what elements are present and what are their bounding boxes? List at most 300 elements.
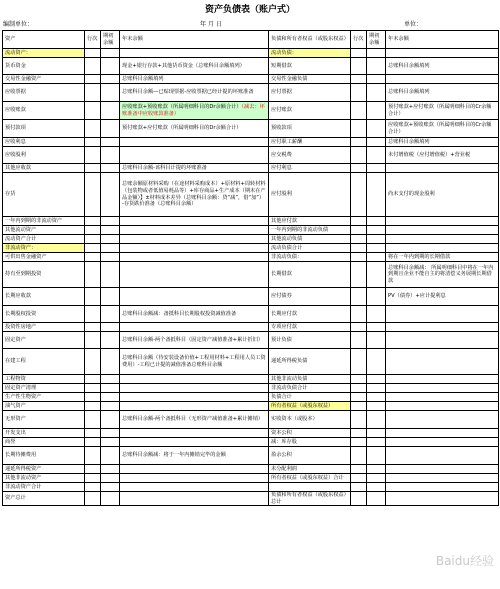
table-row <box>3 349 499 375</box>
unit-label: 编制单位： <box>3 21 34 28</box>
asset-opening-balance <box>101 226 120 235</box>
liability-item <box>269 483 351 492</box>
table-row <box>3 323 499 332</box>
table-row <box>3 288 499 306</box>
liability-note <box>386 438 499 447</box>
liability-line-no <box>351 384 367 393</box>
asset-opening-balance <box>101 253 120 262</box>
table-row <box>3 235 499 244</box>
liability-opening-balance <box>367 253 386 262</box>
liability-line-no <box>351 332 367 349</box>
column-header: 期初余额 <box>101 31 120 49</box>
liability-opening-balance <box>367 492 386 506</box>
liability-item: 流动负债合计 <box>269 244 351 253</box>
asset-note <box>120 288 269 306</box>
liability-note: 总账科目余额减： 所属明细科目中将在一年内到期且企业不能自主的将清偿义务展期长期借款 <box>386 262 499 288</box>
asset-item: 工程物资 <box>3 375 85 384</box>
table-row <box>3 402 499 411</box>
liability-note <box>386 393 499 402</box>
asset-line-no <box>85 84 101 102</box>
asset-note: 应收账款+预收账款（所属明细科目的Dr余额合计）（减去：坏账准备中应收账款准备） <box>120 102 269 120</box>
asset-item: 货币资金 <box>3 58 85 75</box>
asset-opening-balance <box>101 465 120 474</box>
asset-item: 在建工程 <box>3 349 85 375</box>
asset-item: 开发支出 <box>3 429 85 438</box>
asset-line-no <box>85 323 101 332</box>
asset-line-no <box>85 49 101 58</box>
liability-line-no <box>351 447 367 465</box>
liability-item: 交易性金融负债 <box>269 75 351 84</box>
liability-item: 一年内到期的非流动负债 <box>269 226 351 235</box>
asset-opening-balance <box>101 492 120 506</box>
asset-line-no <box>85 402 101 411</box>
watermark: Baidu经验 <box>435 554 494 568</box>
asset-line-no <box>85 58 101 75</box>
liability-item: 预计负债 <box>269 332 351 349</box>
column-header: 年末余额 <box>120 31 269 49</box>
asset-opening-balance <box>101 411 120 429</box>
liability-note: 总账科目余额填列 <box>386 138 499 147</box>
liability-line-no <box>351 438 367 447</box>
liability-note <box>386 492 499 506</box>
asset-item: 存货 <box>3 173 85 217</box>
asset-item: 可供出售金融资产 <box>3 253 85 262</box>
asset-opening-balance <box>101 447 120 465</box>
asset-line-no <box>85 164 101 173</box>
liability-line-no <box>351 244 367 253</box>
liability-line-no <box>351 58 367 75</box>
asset-line-no <box>85 438 101 447</box>
asset-note: 总账科目余额-该科目计提的坏账准备 <box>120 164 269 173</box>
asset-opening-balance <box>101 147 120 164</box>
liability-item: 预收款项 <box>269 120 351 138</box>
liability-opening-balance <box>367 349 386 375</box>
liability-item: 应交税费 <box>269 147 351 164</box>
asset-item: 递延所得税资产 <box>3 465 85 474</box>
asset-note <box>120 49 269 58</box>
liability-line-no <box>351 402 367 411</box>
asset-opening-balance <box>101 49 120 58</box>
liability-item: 非流动负债合计 <box>269 384 351 393</box>
asset-item: 应收利息 <box>3 138 85 147</box>
liability-item: 其他应付款 <box>269 217 351 226</box>
asset-opening-balance <box>101 164 120 173</box>
table-row <box>3 332 499 349</box>
liability-note <box>386 235 499 244</box>
liability-item: 负债和所有者权益（或股东权益）总计 <box>269 492 351 506</box>
liability-note <box>386 375 499 384</box>
unit-right-label: 单位： <box>404 21 423 28</box>
asset-opening-balance <box>101 244 120 253</box>
asset-note: 总账科目余额-两个备抵科目（无形资产减值准备+累计摊销） <box>120 411 269 429</box>
asset-item: 生产性生物资产 <box>3 393 85 402</box>
asset-line-no <box>85 173 101 217</box>
asset-line-no <box>85 375 101 384</box>
table-row <box>3 102 499 120</box>
table-row <box>3 49 499 58</box>
asset-note <box>120 492 269 506</box>
liability-line-no <box>351 465 367 474</box>
asset-item: 固定资产清理 <box>3 384 85 393</box>
liability-item: 盈余公积 <box>269 447 351 465</box>
liability-line-no <box>351 483 367 492</box>
asset-opening-balance <box>101 262 120 288</box>
liability-opening-balance <box>367 323 386 332</box>
liability-note: 尚未支付的现金股利 <box>386 173 499 217</box>
asset-item: 资产总计 <box>3 492 85 506</box>
asset-item: 其他流动资产 <box>3 226 85 235</box>
asset-note <box>120 217 269 226</box>
liability-line-no <box>351 492 367 506</box>
liability-line-no <box>351 120 367 138</box>
table-row <box>3 262 499 288</box>
liability-item: 长期借款 <box>269 262 351 288</box>
table-row <box>3 84 499 102</box>
liability-line-no <box>351 147 367 164</box>
liability-opening-balance <box>367 288 386 306</box>
asset-line-no <box>85 447 101 465</box>
liability-line-no <box>351 173 367 217</box>
table-row <box>3 384 499 393</box>
column-header: 期初余额 <box>367 31 386 49</box>
liability-line-no <box>351 102 367 120</box>
asset-note <box>120 375 269 384</box>
liability-opening-balance <box>367 411 386 429</box>
liability-line-no <box>351 226 367 235</box>
date-label: 年 月 日 <box>200 21 222 28</box>
asset-line-no <box>85 226 101 235</box>
table-row <box>3 492 499 506</box>
asset-note-highlight: （减去：坏账准备中应收账款准备） <box>122 103 265 117</box>
liability-note <box>386 244 499 253</box>
column-header-row <box>3 31 499 49</box>
liability-opening-balance <box>367 474 386 483</box>
asset-opening-balance <box>101 58 120 75</box>
liability-item: 所有者权益（或股东权益）合计 <box>269 474 351 483</box>
asset-line-no <box>85 306 101 323</box>
column-header: 年末余额 <box>386 31 499 49</box>
liability-note <box>386 429 499 438</box>
column-header: 资产 <box>3 31 85 49</box>
asset-item: 其他非流动资产 <box>3 474 85 483</box>
liability-line-no <box>351 323 367 332</box>
liability-note <box>386 323 499 332</box>
asset-opening-balance <box>101 483 120 492</box>
asset-line-no <box>85 492 101 506</box>
asset-note <box>120 138 269 147</box>
asset-line-no <box>85 393 101 402</box>
asset-item: 流动资产合计 <box>3 235 85 244</box>
asset-item: 流动资产： <box>3 49 85 58</box>
asset-note <box>120 384 269 393</box>
liability-note <box>386 164 499 173</box>
asset-note <box>120 429 269 438</box>
column-header: 行次 <box>85 31 101 49</box>
liability-opening-balance <box>367 58 386 75</box>
asset-note: 总账科目余额减：将于一年内摊销完毕的金额 <box>120 447 269 465</box>
asset-note: 总账科目余额（待安装设备价值+工程用材料+工程用人员工资费用）-工程已计提的减值准备总账科目余额 <box>120 349 269 375</box>
column-header: 行次 <box>351 31 367 49</box>
asset-item: 固定资产 <box>3 332 85 349</box>
table-row <box>3 244 499 253</box>
liability-note: 应收账款+预收账款（所属明细科目的Cr余额合计） <box>386 120 499 138</box>
table-row <box>3 465 499 474</box>
asset-item: 其他应收款 <box>3 164 85 173</box>
table-row <box>3 474 499 483</box>
liability-item: 应付账款 <box>269 102 351 120</box>
asset-note <box>120 262 269 288</box>
liability-opening-balance <box>367 384 386 393</box>
asset-opening-balance <box>101 384 120 393</box>
liability-opening-balance <box>367 429 386 438</box>
liability-item: 递延所得税负债 <box>269 349 351 375</box>
liability-opening-balance <box>367 226 386 235</box>
asset-note: 总账科目余额减：备抵科目长期股权投资减值准备 <box>120 306 269 323</box>
asset-item: 应收股利 <box>3 147 85 164</box>
asset-opening-balance <box>101 306 120 323</box>
liability-note: 总账科目余额填列 <box>386 84 499 102</box>
asset-item: 交易性金融资产 <box>3 75 85 84</box>
liability-item: 短期借款 <box>269 58 351 75</box>
asset-line-no <box>85 262 101 288</box>
liability-note: 预付账款+应付账款（所属明细科目的Cr余额合计） <box>386 102 499 120</box>
asset-line-no <box>85 217 101 226</box>
asset-line-no <box>85 465 101 474</box>
table-row <box>3 120 499 138</box>
asset-note <box>120 438 269 447</box>
liability-item: 资本公积 <box>269 429 351 438</box>
liability-opening-balance <box>367 393 386 402</box>
table-row <box>3 429 499 438</box>
asset-note <box>120 402 269 411</box>
liability-opening-balance <box>367 447 386 465</box>
liability-opening-balance <box>367 402 386 411</box>
liability-opening-balance <box>367 120 386 138</box>
liability-item: 减：库存股 <box>269 438 351 447</box>
asset-line-no <box>85 483 101 492</box>
asset-line-no <box>85 411 101 429</box>
liability-note <box>386 474 499 483</box>
liability-line-no <box>351 375 367 384</box>
liability-item: 应付债券 <box>269 288 351 306</box>
table-row <box>3 164 499 173</box>
asset-note: 总账科目余额—已贴现票据-应收票据已经计提的坏账准备 <box>120 84 269 102</box>
liability-opening-balance <box>367 84 386 102</box>
liability-opening-balance <box>367 235 386 244</box>
column-header: 负债和所有者权益（或股东权益） <box>269 31 351 49</box>
asset-item: 持有至到期投资 <box>3 262 85 288</box>
asset-opening-balance <box>101 84 120 102</box>
liability-line-no <box>351 349 367 375</box>
table-row <box>3 393 499 402</box>
liability-line-no <box>351 75 367 84</box>
table-row <box>3 217 499 226</box>
asset-item: 应收票据 <box>3 84 85 102</box>
table-row <box>3 75 499 84</box>
liability-note <box>386 332 499 349</box>
table-row <box>3 306 499 323</box>
liability-opening-balance <box>367 244 386 253</box>
liability-note: 总账科目余额填列 <box>386 58 499 75</box>
liability-note: 将在一年内到期的长期借款 <box>386 253 499 262</box>
asset-item: 长期股权投资 <box>3 306 85 323</box>
table-row <box>3 411 499 429</box>
liability-note <box>386 226 499 235</box>
liability-opening-balance <box>367 306 386 323</box>
asset-opening-balance <box>101 402 120 411</box>
liability-note <box>386 411 499 429</box>
liability-note <box>386 402 499 411</box>
asset-note: 总账余额原材料采购（在途材料采购成本）+原材料+周转材料（包装物或者低值易耗品等）+库存商品+生产成本（期末在产品金额）】±材料成本差异（总账科目余额：贷“减”，借“加”）-存货跌价准备（总账科目余额） <box>120 173 269 217</box>
asset-note <box>120 226 269 235</box>
asset-note <box>120 483 269 492</box>
liability-item: 专项应付款 <box>269 323 351 332</box>
asset-line-no <box>85 253 101 262</box>
liability-item: 应付利息 <box>269 164 351 173</box>
table-row <box>3 375 499 384</box>
liability-line-no <box>351 84 367 102</box>
table-row <box>3 226 499 235</box>
asset-line-no <box>85 102 101 120</box>
liability-item: 非流动负债： <box>269 253 351 262</box>
asset-line-no <box>85 120 101 138</box>
liability-opening-balance <box>367 465 386 474</box>
asset-item: 预付款项 <box>3 120 85 138</box>
liability-opening-balance <box>367 147 386 164</box>
liability-line-no <box>351 235 367 244</box>
liability-note <box>386 483 499 492</box>
liability-line-no <box>351 288 367 306</box>
asset-item: 无形资产 <box>3 411 85 429</box>
asset-line-no <box>85 332 101 349</box>
table-row <box>3 483 499 492</box>
liability-opening-balance <box>367 262 386 288</box>
liability-note <box>386 447 499 465</box>
asset-opening-balance <box>101 138 120 147</box>
asset-opening-balance <box>101 75 120 84</box>
asset-opening-balance <box>101 102 120 120</box>
asset-opening-balance <box>101 173 120 217</box>
asset-line-no <box>85 349 101 375</box>
asset-opening-balance <box>101 217 120 226</box>
liability-line-no <box>351 306 367 323</box>
table-row <box>3 438 499 447</box>
asset-item: 投资性房地产 <box>3 323 85 332</box>
liability-note <box>386 384 499 393</box>
asset-item: 长期应收款 <box>3 288 85 306</box>
table-row <box>3 173 499 217</box>
liability-opening-balance <box>367 173 386 217</box>
asset-opening-balance <box>101 120 120 138</box>
asset-note <box>120 147 269 164</box>
asset-item: 应收账款 <box>3 102 85 120</box>
table-row <box>3 58 499 75</box>
asset-line-no <box>85 288 101 306</box>
liability-item: 长期应付款 <box>269 306 351 323</box>
liability-item: 应付股利 <box>269 173 351 217</box>
asset-line-no <box>85 235 101 244</box>
liability-line-no <box>351 411 367 429</box>
liability-note <box>386 306 499 323</box>
liability-note <box>386 217 499 226</box>
asset-line-no <box>85 75 101 84</box>
asset-item: 长期待摊费用 <box>3 447 85 465</box>
asset-note <box>120 323 269 332</box>
asset-opening-balance <box>101 349 120 375</box>
asset-line-no <box>85 429 101 438</box>
liability-line-no <box>351 138 367 147</box>
asset-opening-balance <box>101 332 120 349</box>
liability-opening-balance <box>367 483 386 492</box>
asset-note: 总账科目余额填列 <box>120 75 269 84</box>
asset-note <box>120 393 269 402</box>
liability-opening-balance <box>367 438 386 447</box>
asset-note <box>120 253 269 262</box>
asset-opening-balance <box>101 375 120 384</box>
asset-note: 预付账款+应付账款（所属明细科目的Dr余额合计） <box>120 120 269 138</box>
liability-note <box>386 49 499 58</box>
asset-item: 油气资产 <box>3 402 85 411</box>
asset-note <box>120 465 269 474</box>
liability-line-no <box>351 253 367 262</box>
asset-opening-balance <box>101 235 120 244</box>
asset-item: 非流动资产： <box>3 244 85 253</box>
liability-note <box>386 75 499 84</box>
liability-note: 未付增值税（应付增值税）+营业税 <box>386 147 499 164</box>
liability-item: 其他流动负债 <box>269 235 351 244</box>
asset-opening-balance <box>101 288 120 306</box>
liability-opening-balance <box>367 375 386 384</box>
liability-opening-balance <box>367 332 386 349</box>
liability-opening-balance <box>367 138 386 147</box>
liability-line-no <box>351 49 367 58</box>
liability-line-no <box>351 393 367 402</box>
liability-item: 实收资本（或股本） <box>269 411 351 429</box>
asset-opening-balance <box>101 393 120 402</box>
liability-opening-balance <box>367 75 386 84</box>
asset-note <box>120 235 269 244</box>
asset-line-no <box>85 147 101 164</box>
table-row <box>3 447 499 465</box>
liability-opening-balance <box>367 49 386 58</box>
liability-item: 应付职工薪酬 <box>269 138 351 147</box>
page-title: 资产负债表（账户式） <box>204 5 295 15</box>
asset-line-no <box>85 474 101 483</box>
liability-line-no <box>351 262 367 288</box>
liability-item: 所有者权益（或股东权益） <box>269 402 351 411</box>
asset-note <box>120 244 269 253</box>
asset-opening-balance <box>101 323 120 332</box>
liability-line-no <box>351 164 367 173</box>
asset-note: 总账科目余额-两个备抵科目（固定资产减值准备+累计折旧） <box>120 332 269 349</box>
asset-line-no <box>85 384 101 393</box>
table-row <box>3 147 499 164</box>
table-row <box>3 253 499 262</box>
liability-opening-balance <box>367 217 386 226</box>
liability-note <box>386 349 499 375</box>
asset-note: 现金+银行存款+其他货币资金（总账科目余额填列） <box>120 58 269 75</box>
liability-note <box>386 465 499 474</box>
asset-opening-balance <box>101 438 120 447</box>
liability-line-no <box>351 474 367 483</box>
liability-opening-balance <box>367 102 386 120</box>
table-row <box>3 138 499 147</box>
liability-item: 应付票据 <box>269 84 351 102</box>
asset-item: 非流动资产合计 <box>3 483 85 492</box>
asset-line-no <box>85 244 101 253</box>
asset-item: 商誉 <box>3 438 85 447</box>
asset-opening-balance <box>101 474 120 483</box>
